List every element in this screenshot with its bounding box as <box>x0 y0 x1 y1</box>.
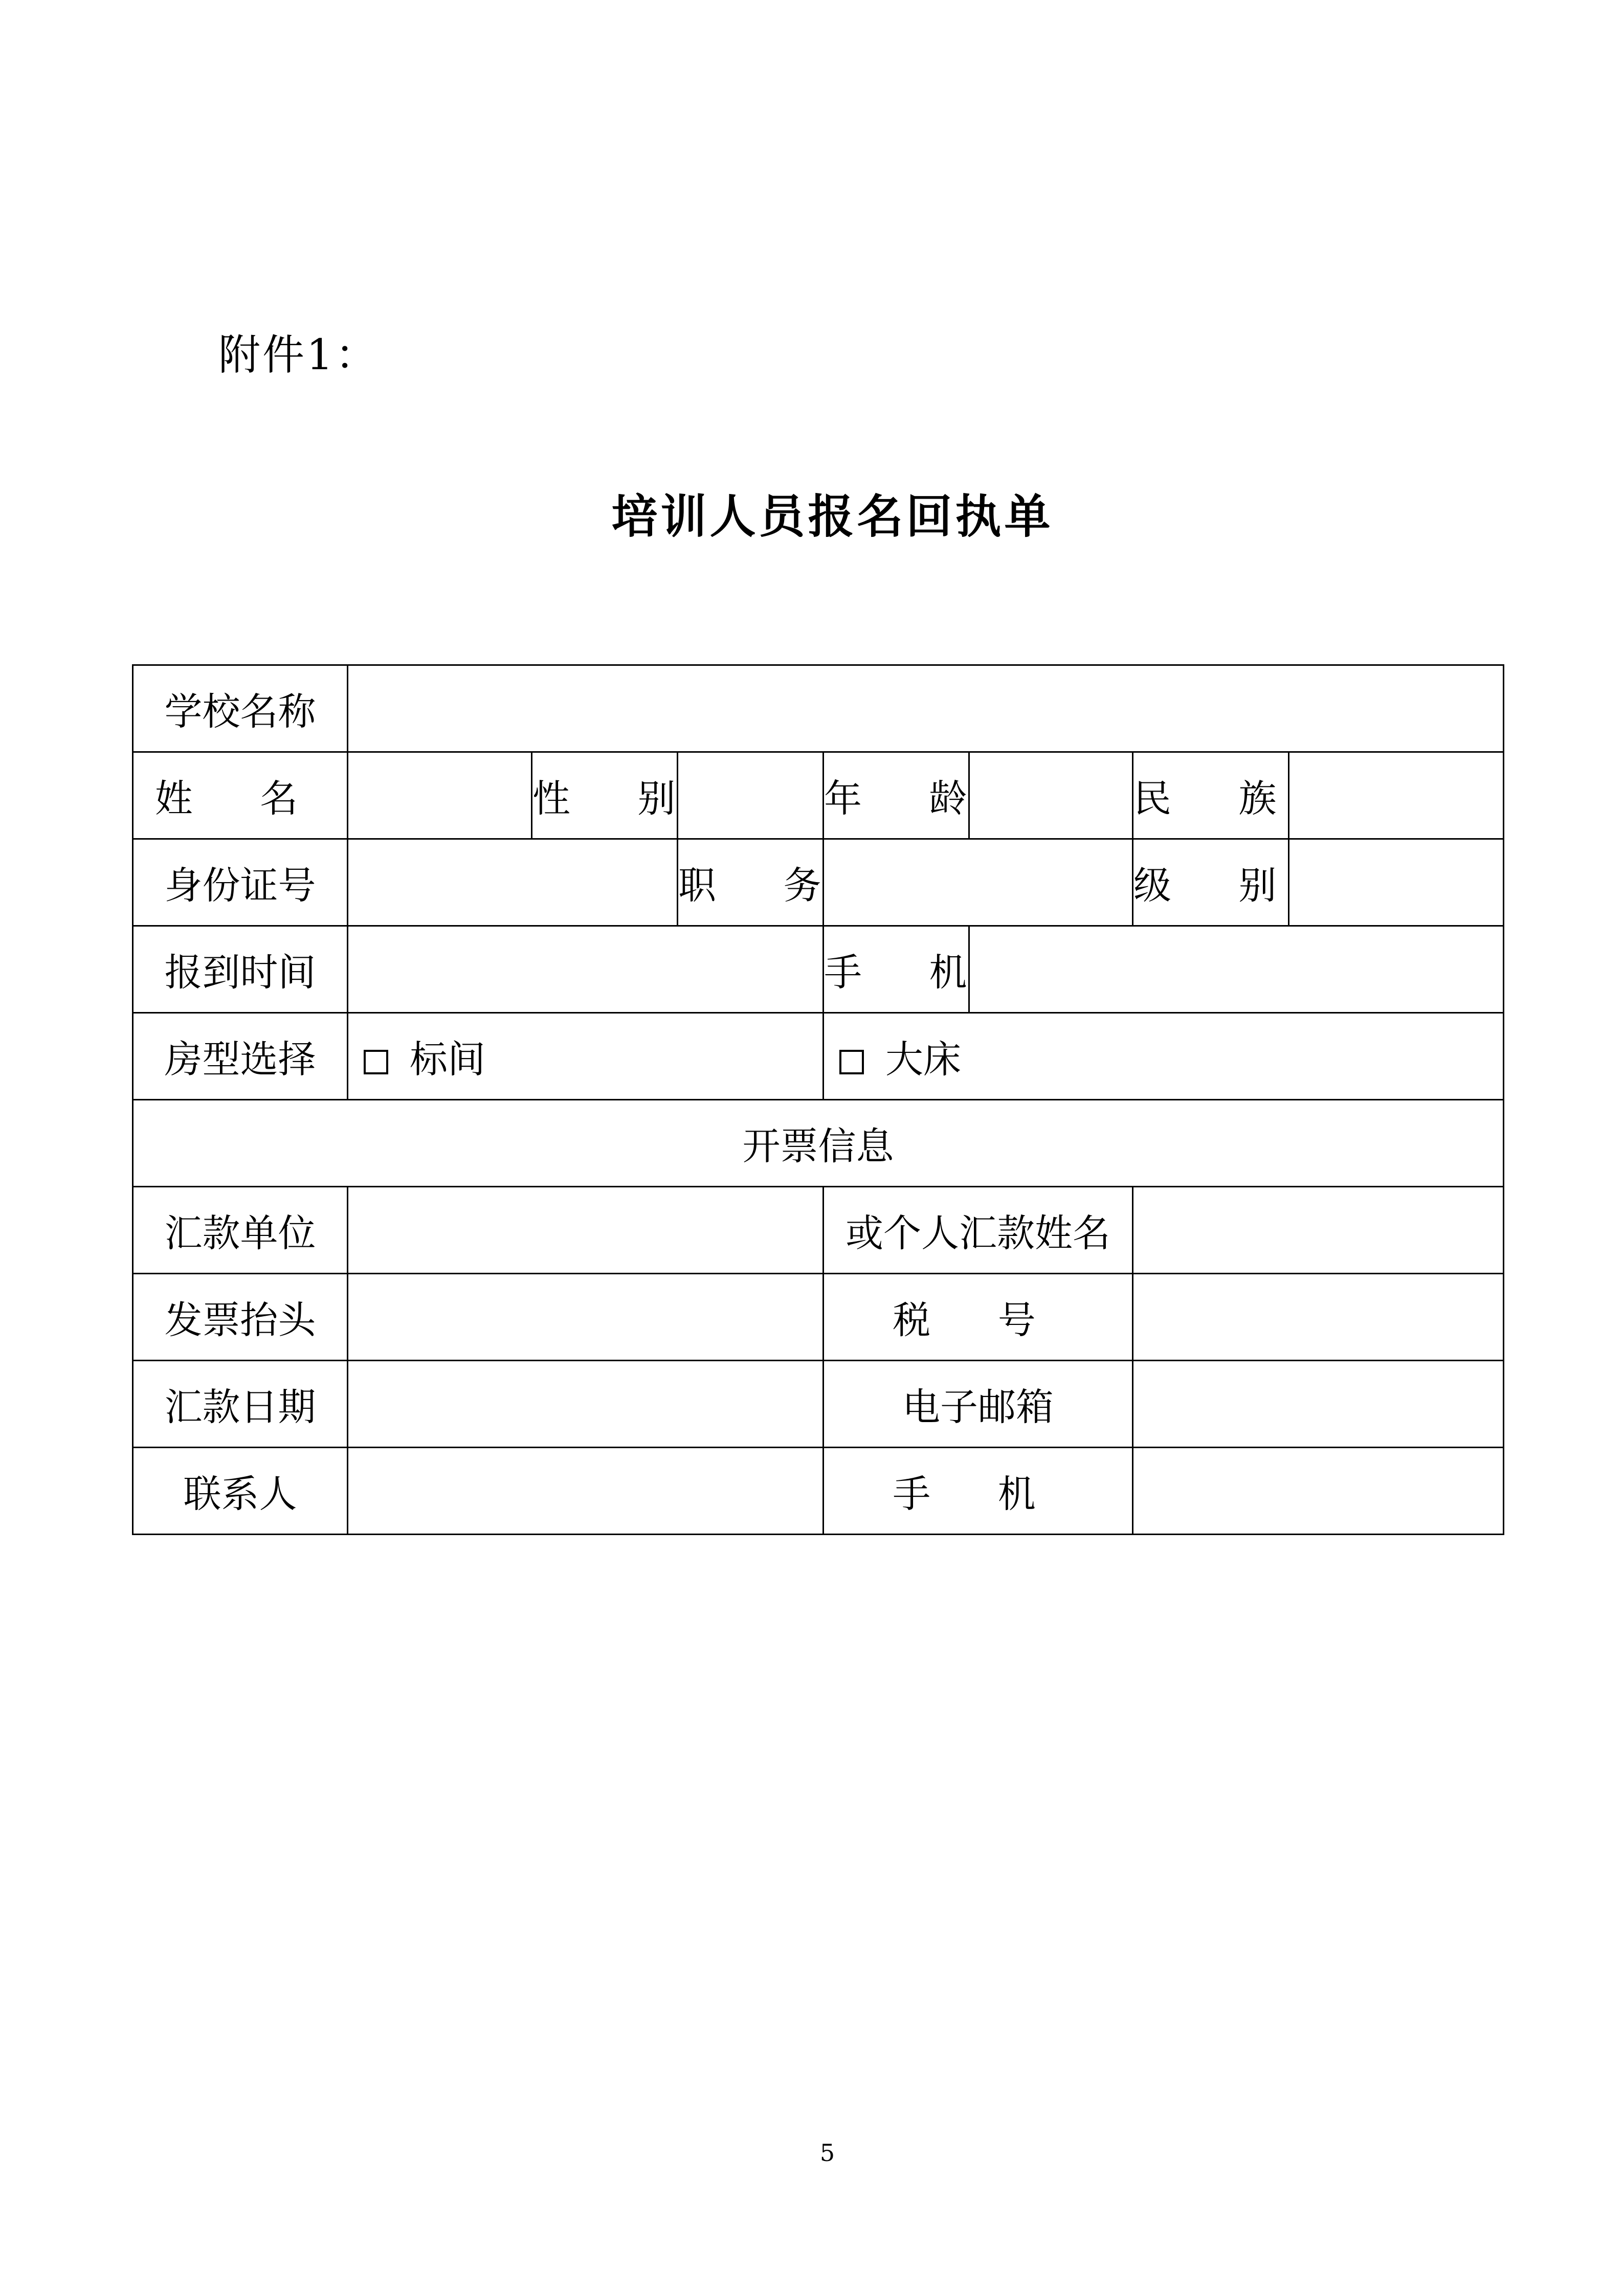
invoice-section-label: 开票信息 <box>133 1100 1504 1187</box>
position-field[interactable] <box>824 839 1133 926</box>
attachment-label: 附件1： <box>218 331 380 379</box>
tax-number-label: 税 号 <box>824 1274 1133 1361</box>
arrival-time-field[interactable] <box>348 926 824 1013</box>
row-room-type <box>133 1013 1504 1100</box>
contact-mobile-label: 手 机 <box>824 1448 1133 1535</box>
contact-mobile-field[interactable] <box>1133 1448 1504 1535</box>
row-contact <box>133 1448 1504 1535</box>
row-id-position <box>133 839 1504 926</box>
contact-label: 联系人 <box>133 1448 348 1535</box>
mobile-field[interactable] <box>969 926 1504 1013</box>
email-field[interactable] <box>1133 1361 1504 1448</box>
ethnicity-label: 民 族 <box>1133 752 1289 839</box>
level-field[interactable] <box>1289 839 1504 926</box>
name-label: 姓 名 <box>133 752 348 839</box>
remitter-person-field[interactable] <box>1133 1187 1504 1274</box>
position-label: 职 务 <box>678 839 824 926</box>
tax-number-field[interactable] <box>1133 1274 1504 1361</box>
row-invoice-header <box>133 1100 1504 1187</box>
id-number-label: 身份证号 <box>133 839 348 926</box>
level-label: 级 别 <box>1133 839 1289 926</box>
remitter-unit-field[interactable] <box>348 1187 824 1274</box>
id-number-field[interactable] <box>348 839 678 926</box>
checkbox-standard[interactable] <box>364 1050 388 1074</box>
school-name-label: 学校名称 <box>133 665 348 752</box>
arrival-time-label: 报到时间 <box>133 926 348 1013</box>
ethnicity-field[interactable] <box>1289 752 1504 839</box>
invoice-title-field[interactable] <box>348 1274 824 1361</box>
remittance-date-field[interactable] <box>348 1361 824 1448</box>
remitter-person-label: 或个人汇款姓名 <box>824 1187 1133 1274</box>
form-title: 培训人员报名回执单 <box>611 489 1054 544</box>
contact-field[interactable] <box>348 1448 824 1535</box>
room-option-standard-label: 标间 <box>410 1037 485 1082</box>
row-school-name <box>133 665 1504 752</box>
room-option-king[interactable] <box>824 1013 1504 1100</box>
room-type-label: 房型选择 <box>133 1013 348 1100</box>
row-remitter <box>133 1187 1504 1274</box>
checkbox-king[interactable] <box>839 1050 864 1074</box>
room-option-standard[interactable] <box>348 1013 824 1100</box>
school-name-field[interactable] <box>348 665 1504 752</box>
registration-form-table <box>132 664 1504 1535</box>
row-remittance-date <box>133 1361 1504 1448</box>
age-label: 年 龄 <box>824 752 969 839</box>
row-personal-info <box>133 752 1504 839</box>
remittance-date-label: 汇款日期 <box>133 1361 348 1448</box>
mobile-label: 手 机 <box>824 926 969 1013</box>
email-label: 电子邮箱 <box>824 1361 1133 1448</box>
room-option-king-label: 大床 <box>885 1037 961 1082</box>
row-arrival <box>133 926 1504 1013</box>
name-field[interactable] <box>348 752 532 839</box>
remitter-unit-label: 汇款单位 <box>133 1187 348 1274</box>
page-number: 5 <box>819 2139 835 2167</box>
gender-label: 性 别 <box>532 752 678 839</box>
row-invoice-title <box>133 1274 1504 1361</box>
invoice-title-label: 发票抬头 <box>133 1274 348 1361</box>
